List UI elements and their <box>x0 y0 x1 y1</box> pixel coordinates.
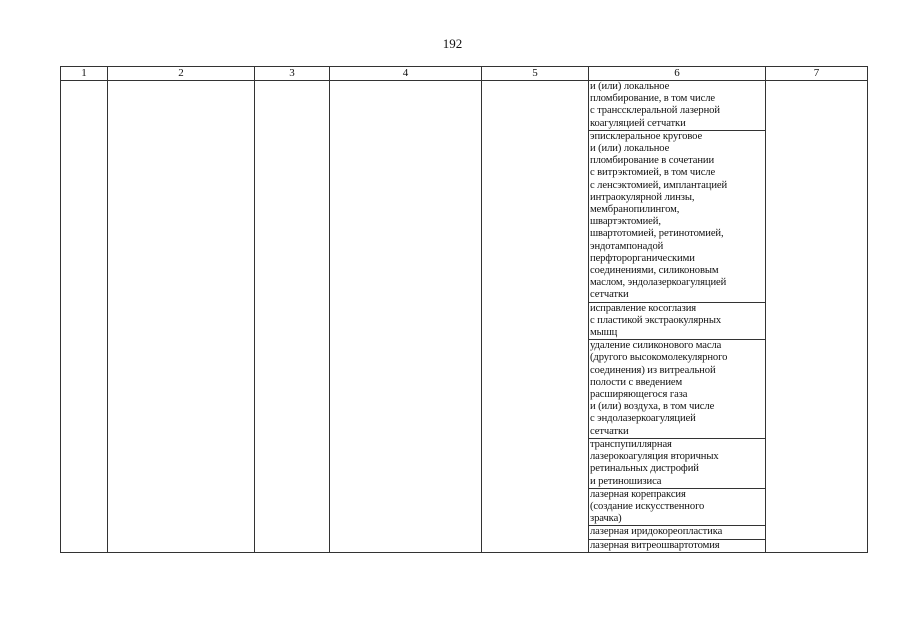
col-header-4: 4 <box>330 67 482 81</box>
col-header-1: 1 <box>61 67 108 81</box>
col-header-7: 7 <box>766 67 868 81</box>
col-header-3: 3 <box>255 67 330 81</box>
treatment-method-cell: транспупиллярная лазерокоагуляция вторичных ретинальных дистрофий и ретиношизиса <box>589 438 766 488</box>
treatment-method-cell: лазерная иридокореопластика <box>589 526 766 539</box>
treatment-method-cell: лазерная корепраксия (создание искусственного зрачка) <box>589 488 766 526</box>
treatment-method-cell: удаление силиконового масла (другого высокомолекулярного соединения) из витреальной полости с введением расширяющегося газа и (или) воздуха, в том числе с эндолазеркоагуляцией сетчатки <box>589 340 766 439</box>
treatment-method-cell: эписклеральное круговое и (или) локальное пломбирование в сочетании с витрэктомией, в том числе с ленсэктомией, имплантацией интраокулярной линзы, мембранопилингом, швартэктомией, швартотомией, ретинотомией, эндотампонадой перфторорганическими соединениями, силиконовым маслом, эндолазеркоагуляцией сетчатки <box>589 130 766 302</box>
page-number: 192 <box>442 36 463 51</box>
treatment-method-cell: и (или) локальное пломбирование, в том числе с транссклеральной лазерной коагуляцией сетчатки <box>589 81 766 131</box>
col4-cell <box>330 81 482 553</box>
col5-cell <box>482 81 589 553</box>
col3-cell <box>255 81 330 553</box>
services-table <box>60 66 868 553</box>
table-row <box>61 81 868 131</box>
treatment-method-cell: лазерная витреошвартотомия <box>589 539 766 552</box>
col-header-5: 5 <box>482 67 589 81</box>
treatment-method-cell: исправление косоглазия с пластикой экстраокулярных мышц <box>589 302 766 340</box>
col-header-2: 2 <box>108 67 255 81</box>
col-header-6: 6 <box>589 67 766 81</box>
col2-cell <box>108 81 255 553</box>
header-row <box>61 67 868 81</box>
col1-cell <box>61 81 108 553</box>
col7-cell <box>766 81 868 553</box>
